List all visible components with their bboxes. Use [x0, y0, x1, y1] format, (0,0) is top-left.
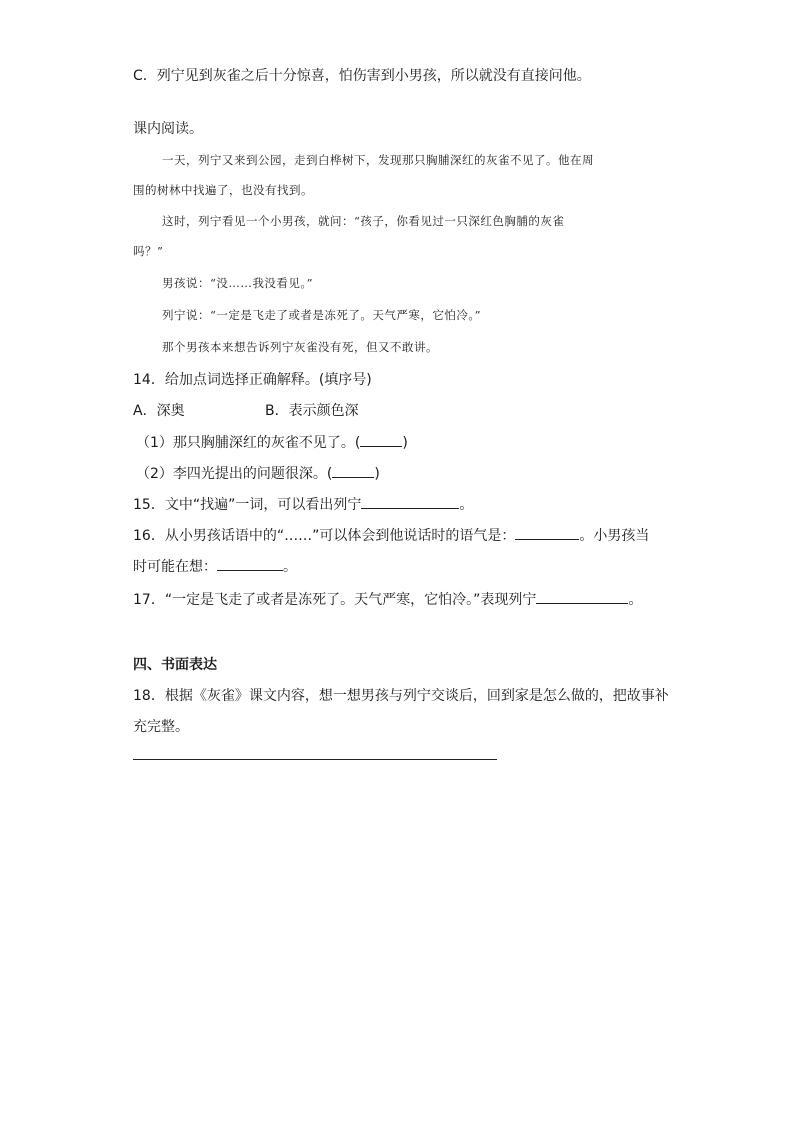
q14-item2-text: （2）李四光提出的问题很深。( [136, 466, 333, 482]
q14-item1-close: ) [402, 435, 408, 451]
reading-heading: 课内阅读。 [133, 121, 203, 137]
passage-p1-line2: 围的树林中找遍了，也没有找到。 [133, 183, 313, 197]
q15-end: 。 [459, 497, 474, 513]
q14-item1 [136, 431, 408, 453]
q16-blank1[interactable] [515, 524, 579, 540]
q14-item1-text: （1）那只胸脯深红的灰雀不见了。( [136, 435, 361, 451]
passage-p4: 列宁说：“一定是飞走了或者是冻死了。天气严寒，它怕冷。” [162, 308, 482, 322]
q15 [133, 493, 473, 515]
q18-answer-line[interactable] [133, 759, 497, 760]
q14-option-b: B．表示颜色深 [265, 403, 359, 419]
q14-options [133, 401, 359, 421]
section-4-title: 四、书面表达 [133, 657, 217, 673]
q16-blank2[interactable] [217, 555, 283, 571]
q14-item2 [136, 462, 380, 484]
q14-stem: 14．给加点词选择正确解释。(填序号) [133, 372, 372, 388]
q16-text2-end: 。 [283, 559, 297, 575]
q15-text: 15．文中“找遍”一词，可以看出列宁 [133, 497, 362, 513]
q14-item2-blank[interactable] [332, 462, 374, 478]
q17 [133, 588, 642, 610]
passage-p1-line1: 一天，列宁又来到公园，走到白桦树下，发现那只胸脯深红的灰雀不见了。他在周 [162, 153, 594, 167]
q15-blank[interactable] [361, 493, 459, 509]
q14-option-a: A．深奥 [133, 403, 185, 419]
q14-item2-close: ) [374, 466, 380, 482]
option-c: C．列宁见到灰雀之后十分惊喜，怕伤害到小男孩，所以就没有直接问他。 [133, 68, 591, 84]
passage-p3: 男孩说：“没……我没看见。” [162, 276, 314, 290]
q16-text1-end: 。小男孩当 [579, 528, 650, 544]
passage-p2-line2: 吗？” [133, 244, 164, 258]
q17-text: 17．“一定是飞走了或者是冻死了。天气严寒，它怕冷。”表现列宁 [133, 592, 537, 608]
q16-text1: 16．从小男孩话语中的“……”可以体会到他说话时的语气是： [133, 528, 516, 544]
q14-item1-blank[interactable] [360, 431, 402, 447]
q17-blank[interactable] [536, 588, 628, 604]
q17-end: 。 [628, 592, 643, 608]
q16-line1 [133, 524, 649, 546]
q18-line1: 18．根据《灰雀》课文内容，想一想男孩与列宁交谈后，回到家是怎么做的，把故事补 [133, 688, 669, 704]
passage-p2-line1: 这时，列宁看见一个小男孩，就问：“孩子，你看见过一只深红色胸脯的灰雀 [162, 214, 565, 228]
q16-text2: 时可能在想： [133, 559, 217, 575]
passage-p5: 那个男孩本来想告诉列宁灰雀没有死，但又不敢讲。 [162, 340, 438, 354]
q18-line2: 充完整。 [133, 719, 189, 735]
q16-line2 [133, 555, 297, 577]
